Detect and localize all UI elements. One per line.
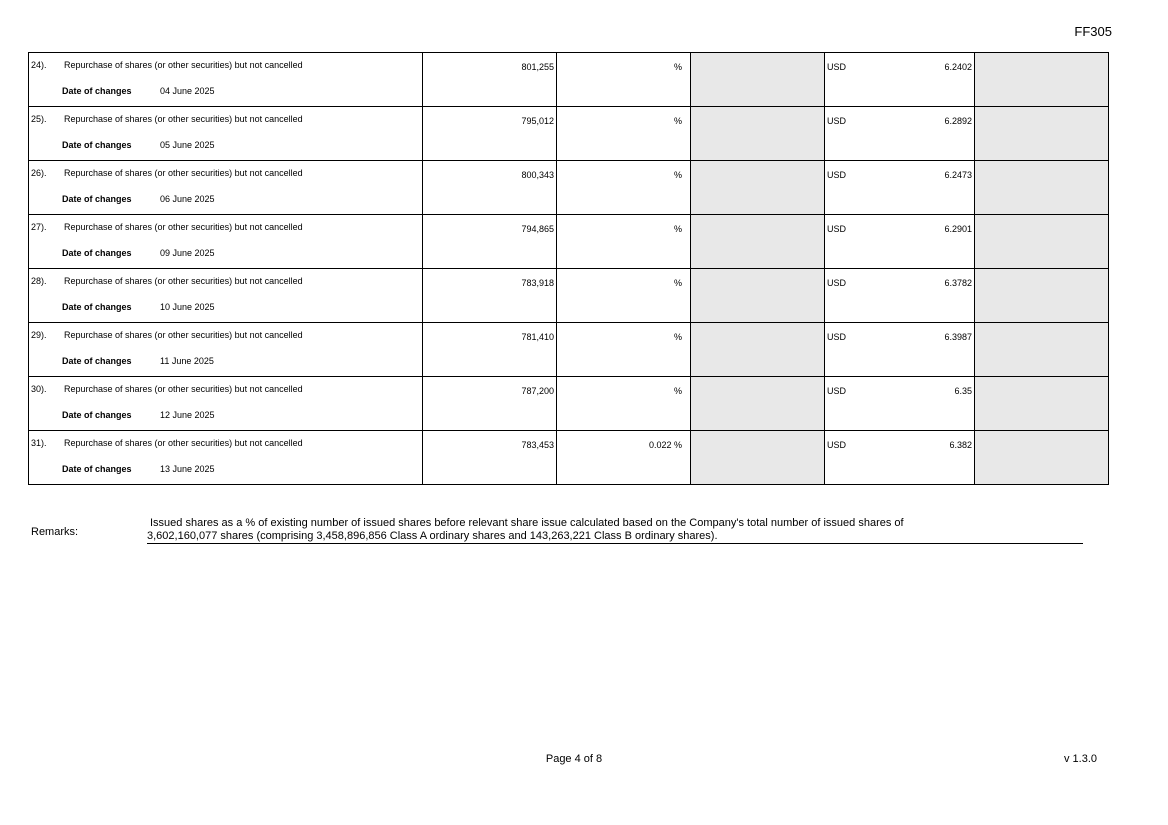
table-row	[29, 377, 1109, 431]
shaded-cell	[975, 215, 1109, 269]
currency-cell	[825, 53, 908, 107]
shaded-cell	[691, 215, 825, 269]
table-row	[29, 53, 1109, 107]
currency-cell	[825, 323, 908, 377]
shares-cell	[423, 215, 557, 269]
shares-cell	[423, 377, 557, 431]
row-number: 26).	[31, 168, 47, 178]
description-cell	[29, 53, 423, 107]
date-label: Date of changes	[62, 302, 132, 312]
date-label: Date of changes	[62, 248, 132, 258]
shares-value: 787,200	[521, 386, 554, 396]
shares-cell	[423, 431, 557, 485]
shaded-cell	[691, 107, 825, 161]
version-label: v 1.3.0	[1063, 753, 1097, 765]
shaded-cell	[691, 431, 825, 485]
date-label: Date of changes	[62, 410, 132, 420]
shares-value: 795,012	[521, 116, 554, 126]
currency-cell	[825, 215, 908, 269]
shaded-cell	[691, 269, 825, 323]
currency-cell	[825, 377, 908, 431]
percent-cell	[557, 323, 691, 377]
currency-cell	[825, 107, 908, 161]
description-cell	[29, 323, 423, 377]
shaded-cell	[975, 431, 1109, 485]
price-value: 6.35	[954, 386, 972, 396]
shaded-cell	[691, 53, 825, 107]
shaded-cell	[691, 377, 825, 431]
percent-value: %	[673, 116, 682, 126]
currency-cell	[825, 269, 908, 323]
currency-value: USD	[827, 440, 847, 450]
shares-value: 783,453	[521, 440, 554, 450]
date-label: Date of changes	[62, 464, 132, 474]
shaded-cell	[975, 377, 1109, 431]
description-cell	[29, 107, 423, 161]
description-cell	[29, 269, 423, 323]
shares-value: 800,343	[521, 170, 554, 180]
currency-value: USD	[827, 278, 847, 288]
percent-cell	[557, 53, 691, 107]
percent-cell	[557, 215, 691, 269]
shaded-cell	[975, 161, 1109, 215]
date-label: Date of changes	[62, 356, 132, 366]
page-number: Page 4 of 8	[545, 753, 603, 765]
shaded-cell	[975, 323, 1109, 377]
description-cell	[29, 161, 423, 215]
percent-value: %	[673, 170, 682, 180]
percent-cell	[557, 431, 691, 485]
row-number: 25).	[31, 114, 47, 124]
date-value: 06 June 2025	[160, 194, 215, 204]
price-cell	[908, 107, 975, 161]
share-repurchase-table	[28, 52, 1109, 485]
currency-cell	[825, 431, 908, 485]
shares-cell	[423, 269, 557, 323]
row-number: 24).	[31, 60, 47, 70]
price-value: 6.382	[949, 440, 972, 450]
percent-cell	[557, 377, 691, 431]
row-number: 30).	[31, 384, 47, 394]
currency-cell	[825, 161, 908, 215]
date-label: Date of changes	[62, 194, 132, 204]
price-value: 6.2402	[944, 62, 972, 72]
currency-value: USD	[827, 116, 847, 126]
row-description: Repurchase of shares (or other securities) but not cancelled	[64, 438, 303, 448]
currency-value: USD	[827, 62, 847, 72]
percent-cell	[557, 161, 691, 215]
percent-cell	[557, 107, 691, 161]
row-number: 31).	[31, 438, 47, 448]
price-cell	[908, 431, 975, 485]
price-value: 6.3987	[944, 332, 972, 342]
percent-value: %	[673, 386, 682, 396]
table-row	[29, 161, 1109, 215]
shares-value: 794,865	[521, 224, 554, 234]
currency-value: USD	[827, 170, 847, 180]
date-value: 11 June 2025	[160, 356, 214, 366]
price-cell	[908, 161, 975, 215]
currency-value: USD	[827, 386, 847, 396]
price-cell	[908, 53, 975, 107]
shares-value: 781,410	[521, 332, 554, 342]
date-label: Date of changes	[62, 140, 132, 150]
row-number: 28).	[31, 276, 47, 286]
percent-value: %	[673, 332, 682, 342]
currency-value: USD	[827, 332, 847, 342]
remarks-line-2: 3,602,160,077 shares (comprising 3,458,896,856 Class A ordinary shares and 143,263,221 Class B ordinary shares).	[147, 530, 718, 542]
shaded-cell	[691, 323, 825, 377]
table-row	[29, 215, 1109, 269]
date-value: 13 June 2025	[160, 464, 215, 474]
percent-value: %	[673, 224, 682, 234]
description-cell	[29, 377, 423, 431]
shaded-cell	[691, 161, 825, 215]
shares-cell	[423, 53, 557, 107]
price-value: 6.3782	[944, 278, 972, 288]
date-value: 05 June 2025	[160, 140, 215, 150]
table-row	[29, 107, 1109, 161]
row-description: Repurchase of shares (or other securities) but not cancelled	[64, 384, 303, 394]
shaded-cell	[975, 107, 1109, 161]
row-description: Repurchase of shares (or other securities) but not cancelled	[64, 60, 303, 70]
table-row	[29, 323, 1109, 377]
row-number: 29).	[31, 330, 47, 340]
form-code: FF305	[1074, 24, 1112, 39]
date-label: Date of changes	[62, 86, 132, 96]
price-cell	[908, 215, 975, 269]
price-value: 6.2901	[944, 224, 972, 234]
shares-value: 801,255	[521, 62, 554, 72]
row-description: Repurchase of shares (or other securities) but not cancelled	[64, 330, 303, 340]
date-value: 09 June 2025	[160, 248, 215, 258]
currency-value: USD	[827, 224, 847, 234]
price-value: 6.2892	[944, 116, 972, 126]
shares-value: 783,918	[521, 278, 554, 288]
price-cell	[908, 377, 975, 431]
description-cell	[29, 431, 423, 485]
percent-value: %	[673, 62, 682, 72]
price-cell	[908, 269, 975, 323]
shares-cell	[423, 323, 557, 377]
table-row	[29, 431, 1109, 485]
percent-value: 0.022 %	[648, 440, 682, 450]
row-description: Repurchase of shares (or other securities) but not cancelled	[64, 114, 303, 124]
description-cell	[29, 215, 423, 269]
percent-cell	[557, 269, 691, 323]
shares-cell	[423, 107, 557, 161]
remarks-line-1: Issued shares as a % of existing number of issued shares before relevant share issue calculated based on the Company's total number of issued shares of	[150, 517, 904, 529]
remarks-label: Remarks:	[31, 526, 79, 538]
shares-cell	[423, 161, 557, 215]
price-cell	[908, 323, 975, 377]
row-number: 27).	[31, 222, 47, 232]
row-description: Repurchase of shares (or other securities) but not cancelled	[64, 222, 303, 232]
percent-value: %	[673, 278, 682, 288]
row-description: Repurchase of shares (or other securities) but not cancelled	[64, 276, 303, 286]
price-value: 6.2473	[944, 170, 972, 180]
date-value: 12 June 2025	[160, 410, 215, 420]
shaded-cell	[975, 53, 1109, 107]
row-description: Repurchase of shares (or other securities) but not cancelled	[64, 168, 303, 178]
shaded-cell	[975, 269, 1109, 323]
table-row	[29, 269, 1109, 323]
date-value: 10 June 2025	[160, 302, 215, 312]
date-value: 04 June 2025	[160, 86, 215, 96]
remarks-text	[147, 517, 1083, 544]
